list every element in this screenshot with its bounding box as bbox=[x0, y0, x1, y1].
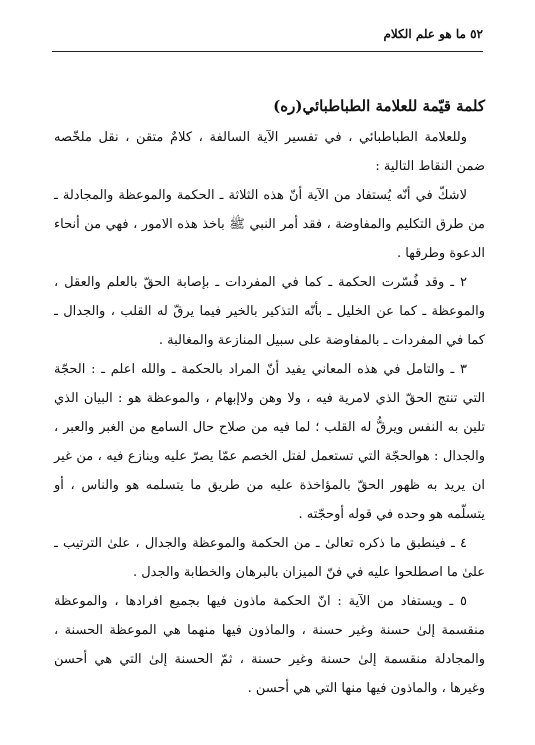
paragraph-point-5: ٥ ـ ويستفاد من الآية : انّ الحكمة ماذون فيها بجميع افرادها ، والموعظة منقسمة إلىٰ حسنة وغير حسنة ، والماذون فيها منهما هي الموعظة الحسنة ، والمجادلة منقسمة إلىٰ حسنة وغير حسنة ، ثمّ الحسنة إلىٰ التي هي أحسن وغيرها ، والماذون فيها منها التي هي أحسن . bbox=[54, 594, 485, 696]
paragraph-point-1: لاشكّ في أنّه يُستفاد من الآية أنّ هذه الثلاثة ـ الحكمة والموعظة والمجادلة ـ من طرق التكليم والمفاوضة ، فقد أمر النبي ﷺ باخذ هذه الامور ، فهي من أنحاء الدعوة وطرقها . bbox=[54, 188, 485, 261]
paragraph-intro: وللعلامة الطباطبائي ، في تفسير الآية السالفة ، كلامٌ متقن ، نقل ملخّصه ضمن النقاط التالية : bbox=[54, 130, 485, 174]
paragraph-point-2: ٢ ـ وقد فُسّرت الحكمة ـ كما في المفردات ـ بإصابة الحقّ بالعلم والعقل ، والموعظة ـ كما عن الخليل ـ بأنّه التذكير بالخير فيما يرقّ له القلب ، والجدال ـ كما في المفردات ـ بالمفاوضة على سبيل المنازعة والمغالبة . bbox=[54, 275, 485, 348]
paragraph-point-4: ٤ ـ فينطبق ما ذكره تعالىٰ ـ من الحكمة والموعظة والجدال ، علىٰ الترتيب ـ علىٰ ما اصطلحوا عليه في فنّ الميزان بالبرهان والخطابة والجدل . bbox=[54, 536, 485, 580]
section-title: كلمة قيّمة للعلامة الطباطبائي(ره) bbox=[273, 97, 485, 115]
header-rule bbox=[52, 51, 483, 52]
paragraph-point-3: ٣ ـ والتامل في هذه المعاني يفيد أنّ المراد بالحكمة ـ والله اعلم ـ : الحجّة التي تنتج الحقّ الذي لامرية فيه ، ولا وهن ولاإبهام ، والموعظة هو : البيان الذي تلين به النفس ويرقُّ له القلب ؛ لما فيه من صلاح حال السامع من الغبر والعبر ، والجدال : هوالحجّة التي تستعمل لفتل الخصم عمّا يصرّ عليه وينازع فيه ، من غير ان يريد به ظهور الحقّ بالمؤاخذة عليه من طريق ما يتسلمه هو والناس ، أو يتسلّمه هو وحده في قوله أوحجّته . bbox=[54, 362, 485, 522]
running-header bbox=[52, 26, 483, 42]
page-body bbox=[54, 92, 485, 703]
running-title: ٥٢ ما هو علم الكلام bbox=[383, 27, 483, 41]
